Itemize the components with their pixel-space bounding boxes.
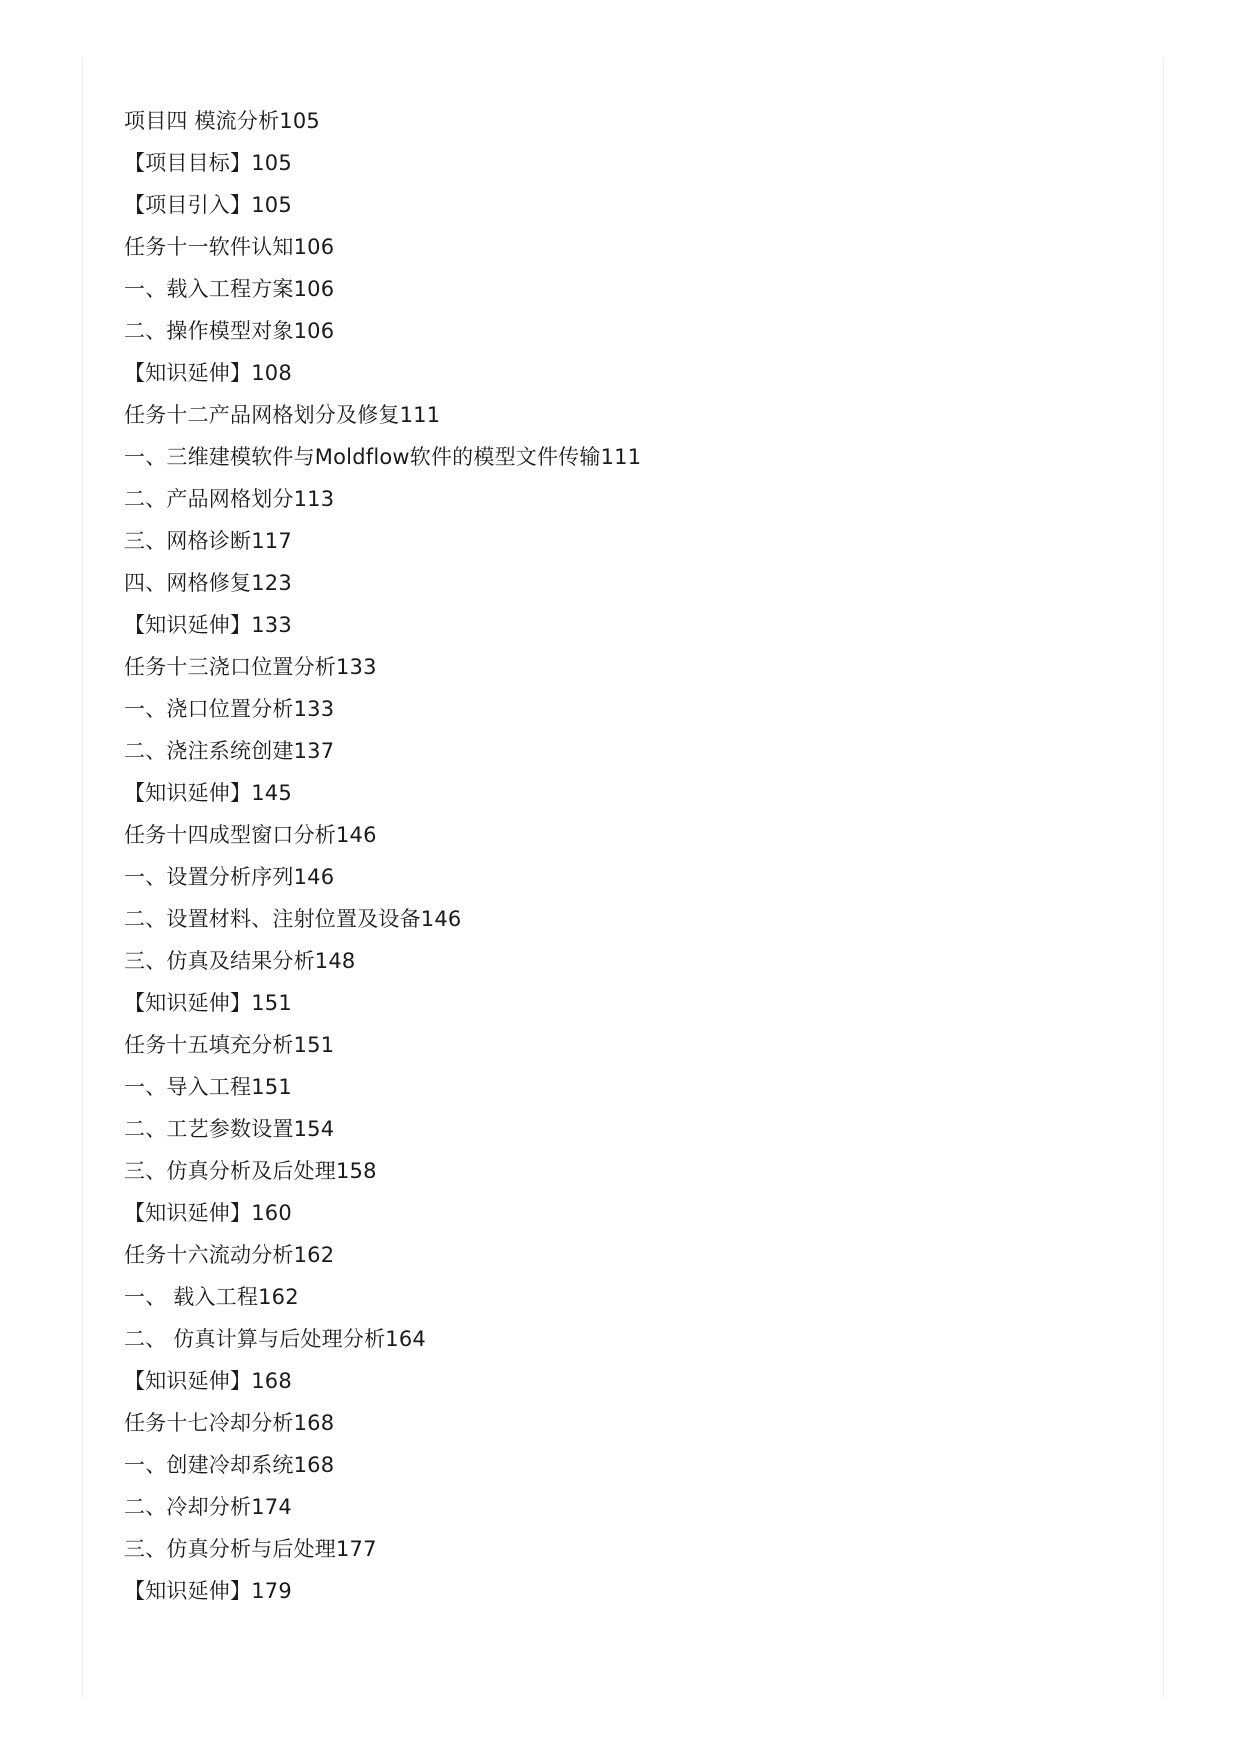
toc-entry: 【项目目标】105 xyxy=(124,151,292,175)
toc-entry: 二、 仿真计算与后处理分析164 xyxy=(124,1327,426,1351)
toc-entry: 【知识延伸】145 xyxy=(124,781,292,805)
toc-entry: 一、导入工程151 xyxy=(124,1075,292,1099)
toc-entry: 【项目引入】105 xyxy=(124,193,292,217)
toc-entry: 二、浇注系统创建137 xyxy=(124,739,335,763)
toc-entry: 任务十一软件认知106 xyxy=(124,235,335,259)
toc-entry: 任务十五填充分析151 xyxy=(124,1033,335,1057)
toc-entry: 一、载入工程方案106 xyxy=(124,277,335,301)
table-of-contents xyxy=(124,100,641,1612)
toc-entry: 三、仿真分析及后处理158 xyxy=(124,1159,377,1183)
toc-entry: 【知识延伸】151 xyxy=(124,991,292,1015)
toc-entry: 【知识延伸】179 xyxy=(124,1579,292,1603)
toc-entry: 任务十三浇口位置分析133 xyxy=(124,655,377,679)
toc-entry: 任务十四成型窗口分析146 xyxy=(124,823,377,847)
toc-entry: 二、工艺参数设置154 xyxy=(124,1117,335,1141)
toc-entry: 一、设置分析序列146 xyxy=(124,865,335,889)
toc-entry: 三、仿真分析与后处理177 xyxy=(124,1537,377,1561)
toc-entry: 二、产品网格划分113 xyxy=(124,487,335,511)
toc-entry: 任务十二产品网格划分及修复111 xyxy=(124,403,441,427)
toc-entry: 【知识延伸】108 xyxy=(124,361,292,385)
toc-entry: 任务十六流动分析162 xyxy=(124,1243,335,1267)
toc-entry: 三、仿真及结果分析148 xyxy=(124,949,356,973)
toc-entry: 四、网格修复123 xyxy=(124,571,292,595)
toc-entry: 二、冷却分析174 xyxy=(124,1495,292,1519)
toc-entry: 一、浇口位置分析133 xyxy=(124,697,335,721)
toc-entry: 二、操作模型对象106 xyxy=(124,319,335,343)
toc-entry: 项目四 模流分析105 xyxy=(124,109,320,133)
toc-entry: 【知识延伸】133 xyxy=(124,613,292,637)
toc-entry: 一、 载入工程162 xyxy=(124,1285,299,1309)
toc-entry: 一、创建冷却系统168 xyxy=(124,1453,335,1477)
toc-entry: 一、三维建模软件与Moldflow软件的模型文件传输111 xyxy=(124,445,642,469)
toc-entry: 【知识延伸】168 xyxy=(124,1369,292,1393)
toc-entry: 二、设置材料、注射位置及设备146 xyxy=(124,907,462,931)
toc-entry: 【知识延伸】160 xyxy=(124,1201,292,1225)
toc-entry: 三、网格诊断117 xyxy=(124,529,292,553)
toc-entry: 任务十七冷却分析168 xyxy=(124,1411,335,1435)
